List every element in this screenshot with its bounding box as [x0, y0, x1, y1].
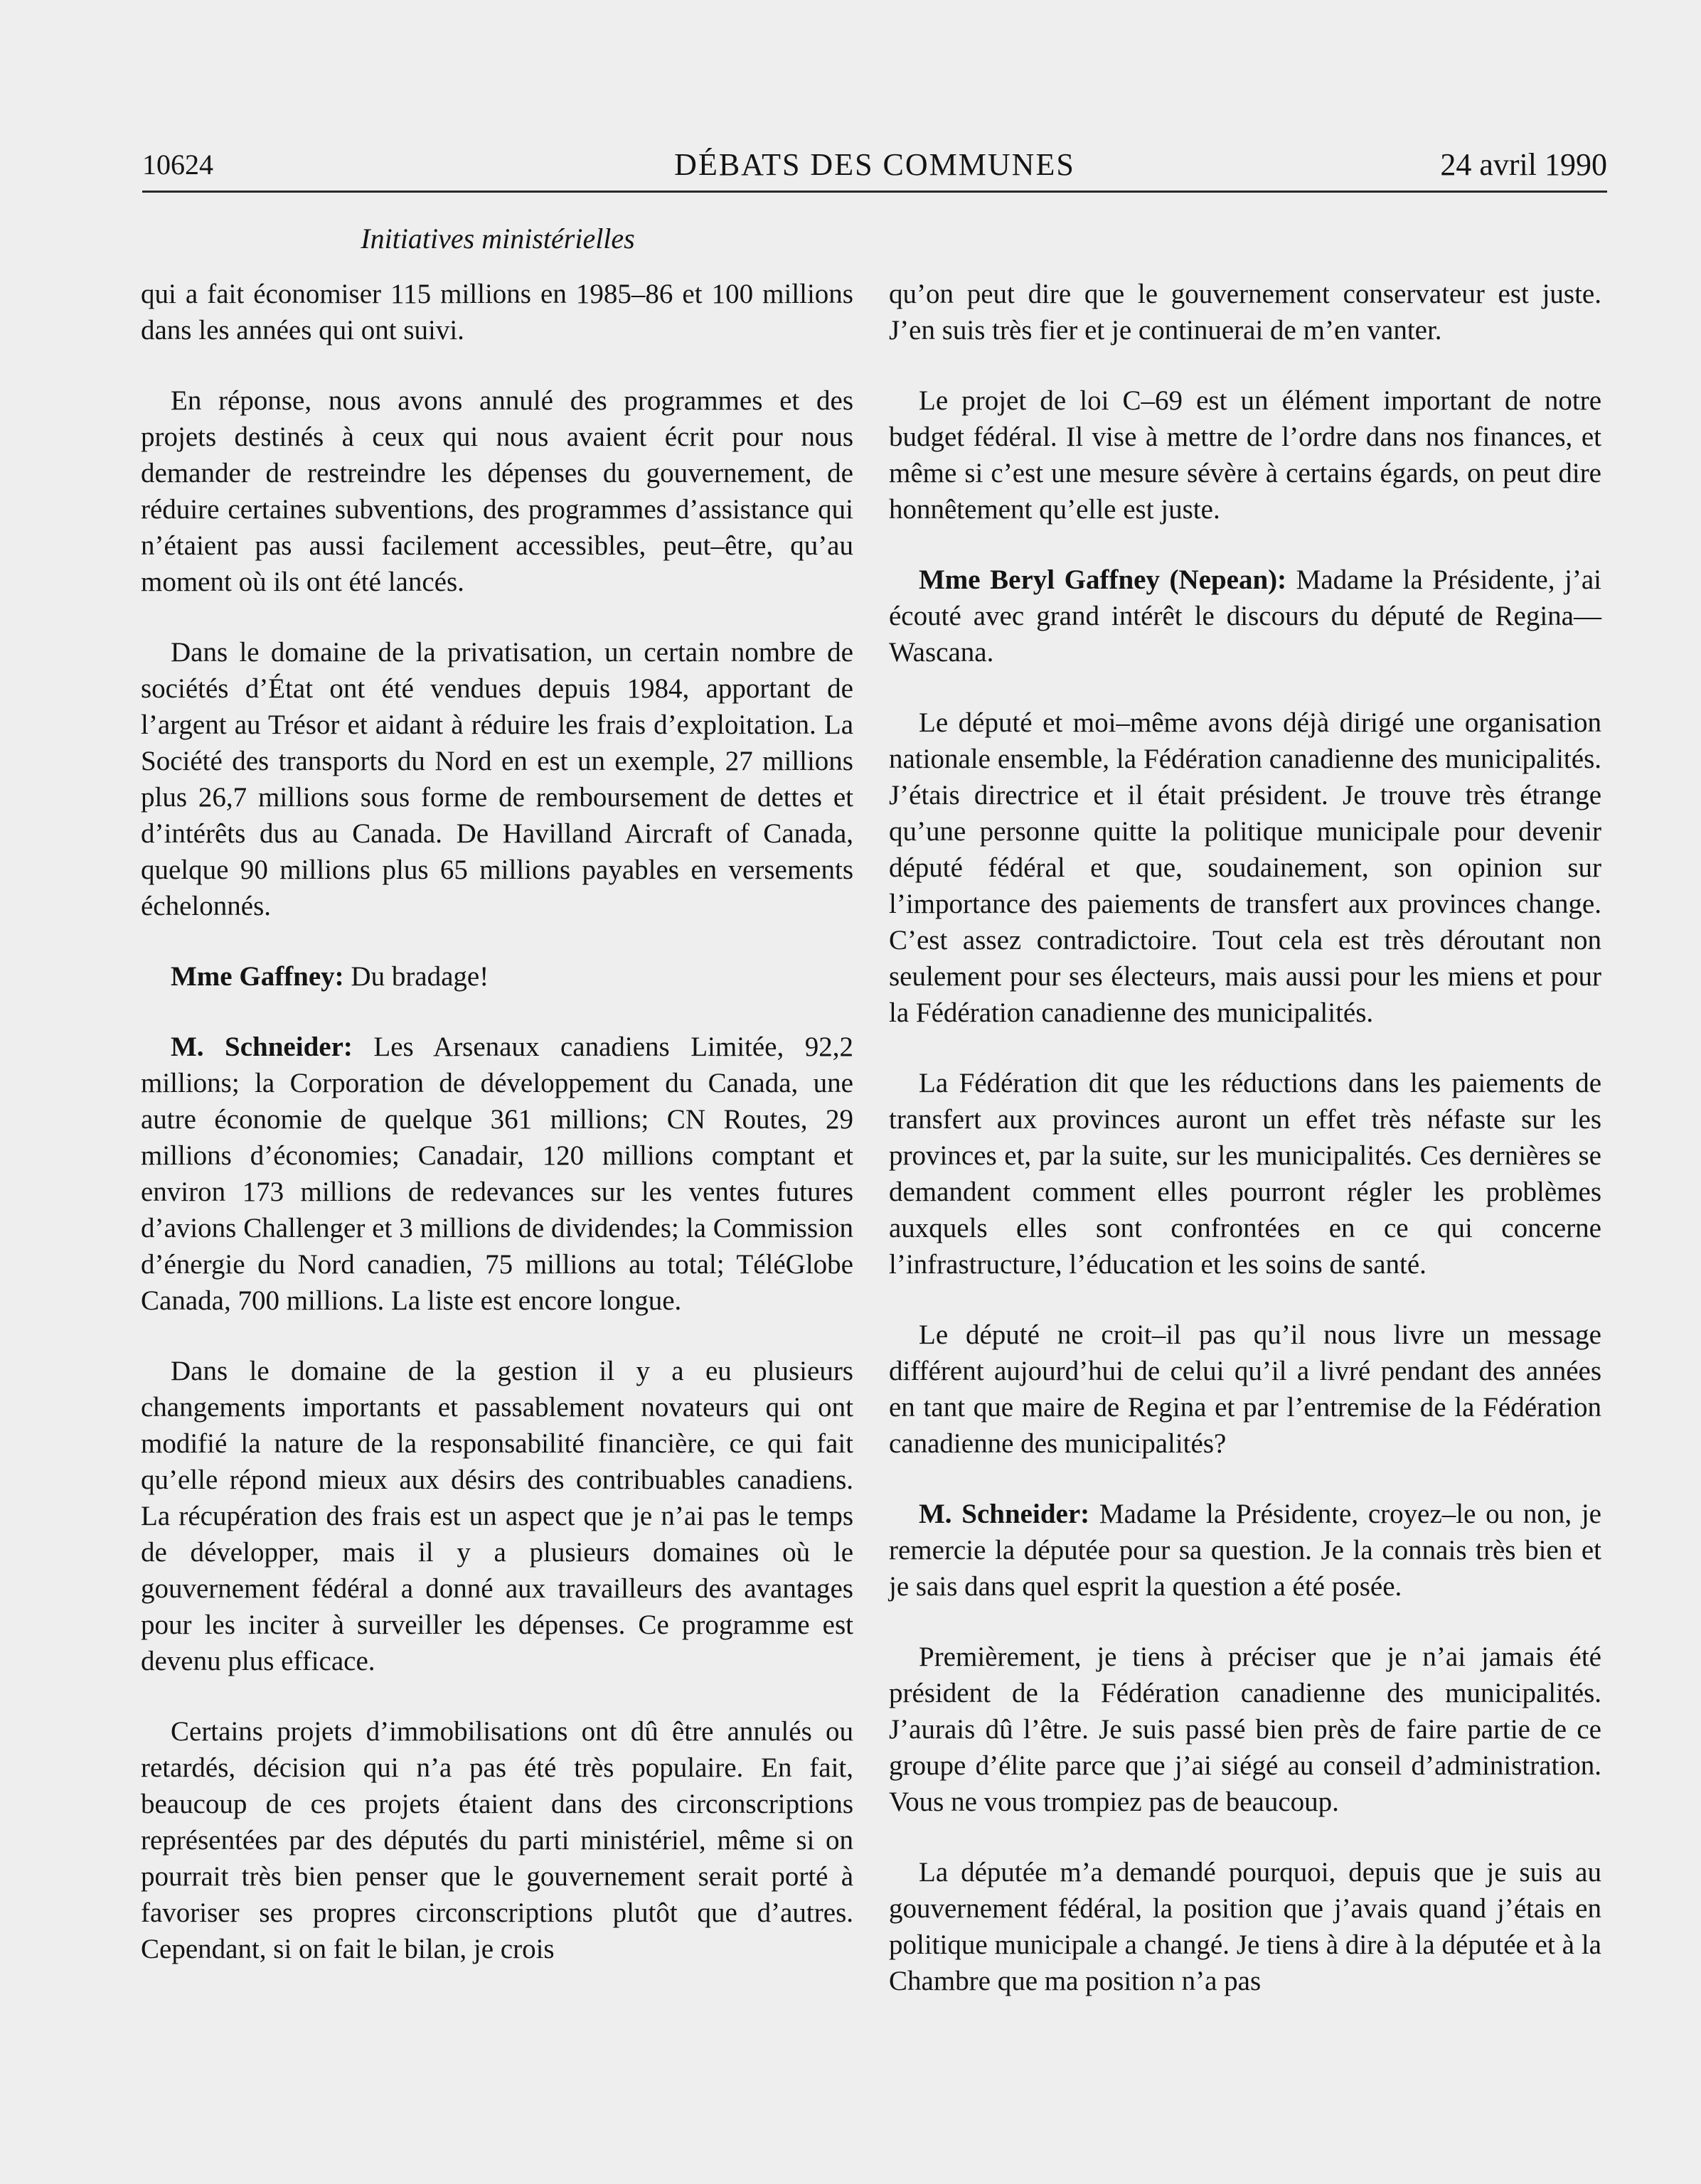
publication-date: 24 avril 1990	[1440, 147, 1607, 182]
page-header	[142, 142, 1607, 193]
page-number: 10624	[142, 149, 213, 181]
paragraph	[141, 634, 853, 924]
paragraph-text: Le député et moi–même avons déjà dirigé une organisation nationale ensemble, la Fédération canadienne des municipalités. J’étais directrice et il était président. Je trouve très étrange qu’une personne quitte la politique municipale pour devenir député fédéral et que, soudainement, son opinion sur l’importance des paiements de transfert aux provinces change. C’est assez contradictoire. Tout cela est très déroutant non seulement pour ses électeurs, mais aussi pour les miens et pour la Fédération canadienne des municipalités.	[889, 707, 1601, 1028]
right-column	[889, 276, 1601, 1999]
paragraph	[889, 382, 1601, 528]
paragraph-text: En réponse, nous avons annulé des programmes et des projets destinés à ceux qui nous avaient écrit pour nous demander de restreindre les dépenses du gouvernement, de réduire certaines subventions, des programmes d’assistance qui n’étaient pas aussi facilement accessibles, peut–être, qu’au moment où ils ont été lancés.	[141, 385, 853, 597]
paragraph	[889, 1317, 1601, 1462]
publication-title: DÉBATS DES COMMUNES	[674, 147, 1075, 182]
paragraph-text: Dans le domaine de la gestion il y a eu plusieurs changements importants et passablement novateurs qui ont modifié la nature de la responsabilité financière, ce qui fait qu’elle répond mieux aux désirs des contribuables canadiens. La récupération des frais est un aspect que je n’ai pas le temps de développer, mais il y a plusieurs domaines où le gouvernement fédéral a donné aux travailleurs des avantages pour les inciter à surveiller les dépenses. Ce programme est devenu plus efficace.	[141, 1356, 853, 1676]
paragraph-text: Les Arsenaux canadiens Limitée, 92,2 millions; la Corporation de développement du Canada, une autre économie de quelque 361 millions; CN Routes, 29 millions d’économies; Canadair, 120 millions comptant et environ 173 millions de redevances sur les ventes futures d’avions Challenger et 3 millions de dividendes; la Commission d’énergie du Nord canadien, 75 millions au total; TéléGlobe Canada, 700 millions. La liste est encore longue.	[141, 1032, 853, 1316]
left-column	[141, 276, 853, 1967]
paragraph-text: Du bradage!	[351, 961, 489, 992]
paragraph-text: qui a fait économiser 115 millions en 1985–86 et 100 millions dans les années qui ont suivi.	[141, 279, 853, 346]
speaker-name: Mme Gaffney:	[171, 961, 344, 992]
paragraph	[141, 1029, 853, 1319]
speaker-name: M. Schneider:	[171, 1032, 353, 1062]
paragraph-text: Dans le domaine de la privatisation, un certain nombre de sociétés d’État ont été vendues depuis 1984, apportant de l’argent au Trésor et aidant à réduire les frais d’exploitation. La Société des transports du Nord en est un exemple, 27 millions plus 26,7 millions sous forme de remboursement de dettes et d’intérêts dus au Canada. De Havilland Aircraft of Canada, quelque 90 millions plus 65 millions payables en versements échelonnés.	[141, 637, 853, 921]
paragraph	[889, 705, 1601, 1031]
paragraph-text: Premièrement, je tiens à préciser que je n’ai jamais été président de la Fédération canadienne des municipalités. J’aurais dû l’être. Je suis passé bien près de faire partie de ce groupe d’élite parce que j’ai siégé au conseil d’administration. Vous ne vous trompiez pas de beaucoup.	[889, 1642, 1601, 1817]
paragraph	[889, 1854, 1601, 1999]
speaker-name: M. Schneider:	[919, 1499, 1090, 1529]
paragraph	[141, 1713, 853, 1967]
paragraph	[141, 276, 853, 348]
paragraph	[141, 958, 853, 995]
paragraph-text: La députée m’a demandé pourquoi, depuis que je suis au gouvernement fédéral, la position que j’avais quand j’étais en politique municipale a changé. Je tiens à dire à la députée et à la Chambre que ma position n’a pas	[889, 1857, 1601, 1996]
paragraph	[889, 1639, 1601, 1820]
speaker-name: Mme Beryl Gaffney (Nepean):	[919, 564, 1287, 595]
paragraph-text: Certains projets d’immobilisations ont dû être annulés ou retardés, décision qui n’a pas été très populaire. En fait, beaucoup de ces projets étaient dans des circonscriptions représentées par des députés du parti ministériel, même si on pourrait très bien penser que le gouvernement serait porté à favoriser ses propres circonscriptions plutôt que d’autres. Cependant, si on fait le bilan, je crois	[141, 1716, 853, 1964]
paragraph	[889, 562, 1601, 670]
paragraph-text: Madame la Présidente, croyez–le ou non, je remercie la députée pour sa question. Je la connais très bien et je sais dans quel esprit la question a été posée.	[889, 1499, 1601, 1602]
paragraph	[141, 382, 853, 600]
paragraph	[889, 1065, 1601, 1283]
paragraph	[889, 276, 1601, 348]
paragraph-text: Madame la Présidente, j’ai écouté avec grand intérêt le discours du député de Regina—Wascana.	[889, 564, 1601, 668]
paragraph-text: Le député ne croit–il pas qu’il nous livre un message différent aujourd’hui de celui qu’il a livré pendant des années en tant que maire de Regina et par l’entremise de la Fédération canadienne des municipalités?	[889, 1320, 1601, 1459]
paragraph-text: La Fédération dit que les réductions dans les paiements de transfert aux provinces auront un effet très néfaste sur les provinces et, par la suite, sur les municipalités. Ces dernières se demandent comment elles pourront régler les problèmes auxquels elles sont confrontées en ce qui concerne l’infrastructure, l’éducation et les soins de santé.	[889, 1068, 1601, 1280]
paragraph-text: qu’on peut dire que le gouvernement conservateur est juste. J’en suis très fier et je continuerai de m’en vanter.	[889, 279, 1601, 346]
section-title: Initiatives ministérielles	[361, 223, 635, 255]
paragraph	[141, 1353, 853, 1679]
paragraph	[889, 1496, 1601, 1605]
paragraph-text: Le projet de loi C–69 est un élément important de notre budget fédéral. Il vise à mettre de l’ordre dans nos finances, et même si c’est une mesure sévère à certains égards, on peut dire honnêtement qu’elle est juste.	[889, 385, 1601, 525]
